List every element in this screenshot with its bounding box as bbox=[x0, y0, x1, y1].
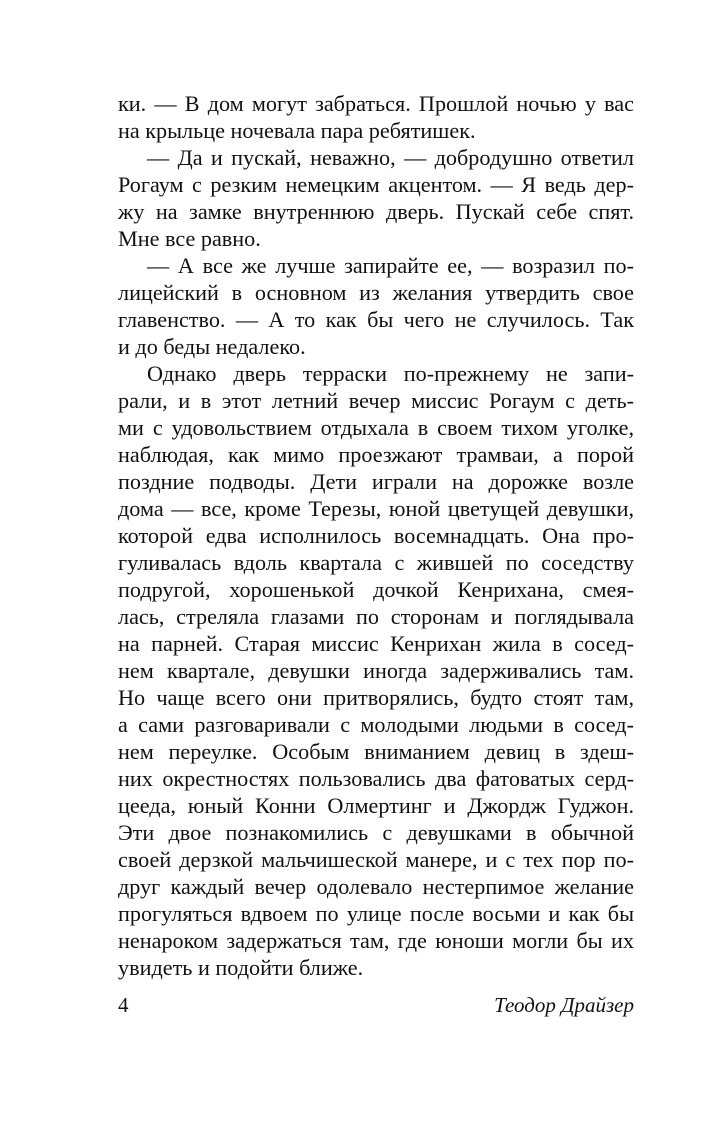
text-line: Мне все равно. bbox=[118, 226, 261, 251]
page-number: 4 bbox=[118, 993, 129, 1017]
text-line: жу на замке внутреннюю дверь. Пускай себе спят. bbox=[118, 199, 634, 224]
text-line: — Да и пускай, неважно, — добродушно ответил bbox=[147, 145, 634, 170]
text-line: Но чаще всего они притворялись, будто стоят там, bbox=[118, 685, 634, 710]
text-line: лась, стреляла глазами по сторонам и поглядывала bbox=[118, 604, 634, 629]
text-line: и до беды недалеко. bbox=[118, 334, 306, 359]
text-line: своей дерзкой мальчишеской манере, и с тех пор по- bbox=[118, 847, 634, 872]
text-line: нем переулке. Особым вниманием девиц в здеш- bbox=[118, 739, 634, 764]
text-line: — А все же лучше запирайте ее, — возразил по- bbox=[147, 253, 634, 278]
text-line: лицейский в основном из желания утвердить свое bbox=[118, 280, 634, 305]
text-line: ненароком задержаться там, где юноши могли бы их bbox=[118, 928, 634, 953]
text-line: рали, и в этот летний вечер миссис Рогаум с деть- bbox=[118, 388, 634, 413]
text-line: цееда, юный Конни Олмертинг и Джордж Гуджон. bbox=[118, 793, 634, 818]
page-footer bbox=[118, 990, 634, 1020]
text-line: прогуляться вдвоем по улице после восьми и как бы bbox=[118, 901, 634, 926]
text-line: ми с удовольствием отдыхала в своем тихом уголке, bbox=[118, 415, 634, 440]
text-line: а сами разговаривали с молодыми людьми в сосед- bbox=[118, 712, 634, 737]
text-line: поздние подводы. Дети играли на дорожке возле bbox=[118, 469, 634, 494]
text-line: Однако дверь терраски по-прежнему не запи- bbox=[147, 361, 634, 386]
text-line: друг каждый вечер одолевало нестерпимое желание bbox=[118, 874, 634, 899]
text-line: Рогаум с резким немецким акцентом. — Я ведь дер- bbox=[118, 172, 634, 197]
text-line: дома — все, кроме Терезы, юной цветущей девушки, bbox=[118, 496, 634, 521]
text-line: увидеть и подойти ближе. bbox=[118, 955, 364, 980]
text-line: главенство. — А то как бы чего не случилось. Так bbox=[118, 307, 634, 332]
text-line: которой едва исполнилось восемнадцать. Она про- bbox=[118, 523, 634, 548]
running-title: Теодор Драйзер bbox=[494, 993, 634, 1017]
text-line: нем квартале, девушки иногда задерживались там. bbox=[118, 658, 634, 683]
text-line: ки. — В дом могут забраться. Прошлой ночью у вас bbox=[118, 91, 634, 116]
text-line: гуливалась вдоль квартала с жившей по соседству bbox=[118, 550, 634, 575]
body-text bbox=[118, 90, 634, 981]
text-line: подругой, хорошенькой дочкой Кенрихана, смея- bbox=[118, 577, 634, 602]
text-line: Эти двое познакомились с девушками в обычной bbox=[118, 820, 634, 845]
text-line: наблюдая, как мимо проезжают трамваи, а порой bbox=[118, 442, 634, 467]
text-line: них окрестностях пользовались два фатоватых серд- bbox=[118, 766, 634, 791]
text-line: на крыльце ночевала пара ребятишек. bbox=[118, 118, 476, 143]
text-line: на парней. Старая миссис Кенрихан жила в сосед- bbox=[118, 631, 634, 656]
